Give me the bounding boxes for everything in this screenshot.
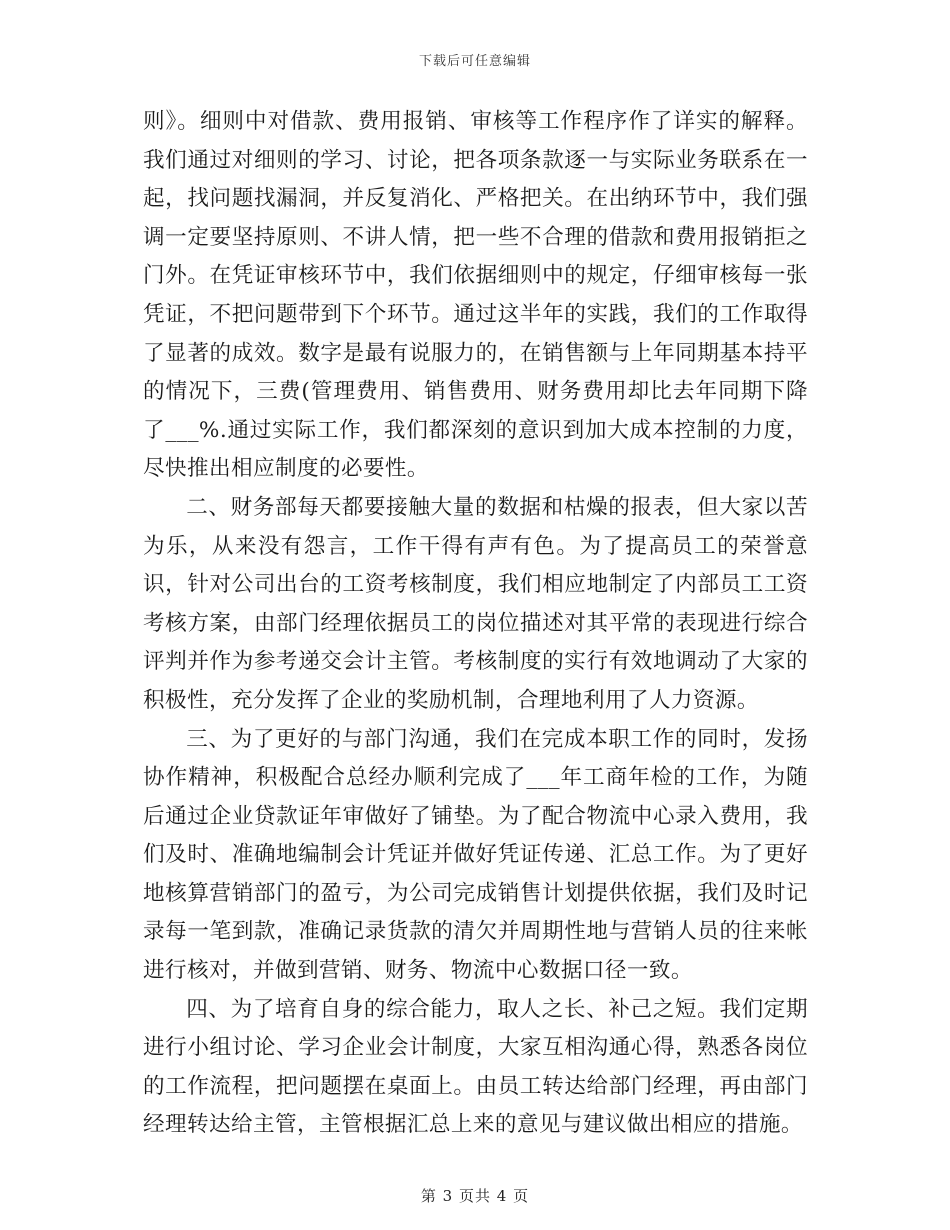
page-header: 下载后可任意编辑 — [418, 54, 531, 69]
paragraph-section-two: 二、财务部每天都要接触大量的数据和枯燥的报表，但大家以苦为乐，从来没有怨言，工作干得有声有色。为了提高员工的荣誉意识，针对公司出台的工资考核制度，我们相应地制定了内部员工工资考核方案，由部门经理依据员工的岗位描述对其平常的表现进行综合评判并作为参考递交会计主管。考核制度的实行有效地调动了大家的积极性，充分发挥了企业的奖励机制，合理地利用了人力资源。 — [143, 494, 808, 713]
paragraph-section-four: 四、为了培育自身的综合能力，取人之长、补己之短。我们定期进行小组讨论、学习企业会计制度，大家互相沟通心得，熟悉各岗位的工作流程，把问题摆在桌面上。由员工转达给部门经理，再由部门经理转达给主管，主管根据汇总上来的意见与建议做出相应的措施。 — [143, 996, 808, 1138]
page-number-footer: 第 3 页共 4 页 — [420, 1187, 530, 1205]
paragraph-continuation: 则》。细则中对借款、费用报销、审核等工作程序作了详实的解释。我们通过对细则的学习、讨论，把各项条款逐一与实际业务联系在一起，找问题找漏洞，并反复消化、严格把关。在出纳环节中，我们强调一定要坚持原则、不讲人情，把一些不合理的借款和费用报销拒之门外。在凭证审核环节中，我们依据细则中的规定，仔细审核每一张凭证，不把问题带到下个环节。通过这半年的实践，我们的工作取得了显著的成效。数字是最有说服力的，在销售额与上年同期基本持平的情况下，三费(管理费用、销售费用、财务费用却比去年同期下降了___%.通过实际工作，我们都深刻的意识到加大成本控制的力度，尽快推出相应制度的必要性。 — [143, 109, 808, 482]
document-body — [143, 103, 808, 1145]
paragraph-section-three: 三、为了更好的与部门沟通，我们在完成本职工作的同时，发扬协作精神，积极配合总经办顺利完成了___年工商年检的工作，为随后通过企业贷款证年审做好了铺垫。为了配合物流中心录入费用，我们及时、准确地编制会计凭证并做好凭证传递、汇总工作。为了更好地核算营销部门的盈亏，为公司完成销售计划提供依据，我们及时记录每一笔到款，准确记录货款的清欠并周期性地与营销人员的往来帐进行核对，并做到营销、财务、物流中心数据口径一致。 — [143, 726, 808, 984]
